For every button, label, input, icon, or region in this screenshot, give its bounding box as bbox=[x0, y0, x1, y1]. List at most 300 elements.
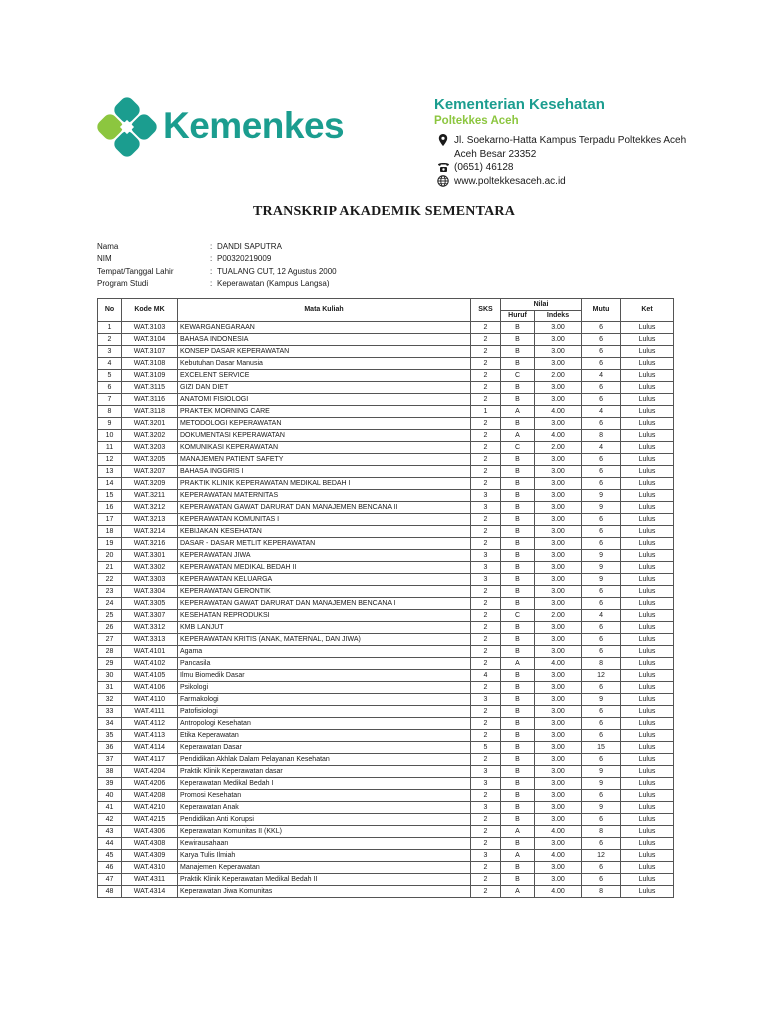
cell-indeks: 3.00 bbox=[535, 634, 582, 646]
cell-mata-kuliah: Manajemen Keperawatan bbox=[178, 862, 471, 874]
table-row bbox=[98, 766, 674, 778]
cell-huruf: B bbox=[501, 766, 535, 778]
cell-kode: WAT.3303 bbox=[122, 574, 178, 586]
cell-mutu: 6 bbox=[582, 514, 621, 526]
website-url: www.poltekkesaceh.ac.id bbox=[454, 175, 566, 187]
cell-no: 30 bbox=[98, 670, 122, 682]
name-label: Nama bbox=[97, 242, 119, 251]
cell-mata-kuliah: Praktik Klinik Keperawatan Medikal Bedah II bbox=[178, 874, 471, 886]
cell-ket: Lulus bbox=[621, 730, 674, 742]
cell-sks: 3 bbox=[471, 694, 501, 706]
cell-mutu: 9 bbox=[582, 550, 621, 562]
cell-kode: WAT.3207 bbox=[122, 466, 178, 478]
cell-huruf: B bbox=[501, 526, 535, 538]
cell-kode: WAT.3213 bbox=[122, 514, 178, 526]
table-row bbox=[98, 826, 674, 838]
cell-indeks: 3.00 bbox=[535, 670, 582, 682]
cell-kode: WAT.3301 bbox=[122, 550, 178, 562]
cell-mata-kuliah: Praktik Klinik Keperawatan dasar bbox=[178, 766, 471, 778]
table-row bbox=[98, 478, 674, 490]
cell-mata-kuliah: KEWARGANEGARAAN bbox=[178, 322, 471, 334]
cell-no: 33 bbox=[98, 706, 122, 718]
cell-kode: WAT.3109 bbox=[122, 370, 178, 382]
cell-mata-kuliah: Kebutuhan Dasar Manusia bbox=[178, 358, 471, 370]
cell-sks: 2 bbox=[471, 706, 501, 718]
cell-no: 34 bbox=[98, 718, 122, 730]
birth-label: Tempat/Tanggal Lahir bbox=[97, 266, 174, 276]
cell-huruf: B bbox=[501, 874, 535, 886]
cell-indeks: 3.00 bbox=[535, 622, 582, 634]
cell-no: 9 bbox=[98, 418, 122, 430]
cell-mutu: 12 bbox=[582, 670, 621, 682]
cell-mutu: 6 bbox=[582, 874, 621, 886]
cell-huruf: B bbox=[501, 598, 535, 610]
cell-sks: 5 bbox=[471, 742, 501, 754]
cell-kode: WAT.4105 bbox=[122, 670, 178, 682]
cell-mata-kuliah: Pancasila bbox=[178, 658, 471, 670]
cell-kode: WAT.3108 bbox=[122, 358, 178, 370]
cell-huruf: A bbox=[501, 826, 535, 838]
cell-indeks: 3.00 bbox=[535, 862, 582, 874]
cell-no: 21 bbox=[98, 562, 122, 574]
address-row bbox=[436, 134, 686, 148]
table-row bbox=[98, 370, 674, 382]
cell-huruf: B bbox=[501, 322, 535, 334]
cell-sks: 1 bbox=[471, 406, 501, 418]
cell-mutu: 4 bbox=[582, 442, 621, 454]
cell-sks: 2 bbox=[471, 598, 501, 610]
table-row bbox=[98, 334, 674, 346]
cell-ket: Lulus bbox=[621, 442, 674, 454]
cell-huruf: B bbox=[501, 862, 535, 874]
cell-indeks: 3.00 bbox=[535, 346, 582, 358]
cell-kode: WAT.3216 bbox=[122, 538, 178, 550]
cell-sks: 2 bbox=[471, 874, 501, 886]
cell-sks: 2 bbox=[471, 862, 501, 874]
document-title: TRANSKRIP AKADEMIK SEMENTARA bbox=[252, 204, 516, 219]
cell-kode: WAT.4306 bbox=[122, 826, 178, 838]
student-program: Keperawatan (Kampus Langsa) bbox=[217, 278, 330, 288]
separator: : bbox=[210, 254, 213, 264]
table-row bbox=[98, 670, 674, 682]
table-row bbox=[98, 778, 674, 790]
cell-sks: 3 bbox=[471, 490, 501, 502]
cell-mutu: 9 bbox=[582, 766, 621, 778]
cell-ket: Lulus bbox=[621, 682, 674, 694]
cell-huruf: A bbox=[501, 406, 535, 418]
cell-kode: WAT.4110 bbox=[122, 694, 178, 706]
table-row bbox=[98, 358, 674, 370]
cell-mata-kuliah: Keperawatan Medikal Bedah I bbox=[178, 778, 471, 790]
cell-ket: Lulus bbox=[621, 790, 674, 802]
separator: : bbox=[210, 242, 213, 251]
cell-mutu: 6 bbox=[582, 418, 621, 430]
cell-huruf: B bbox=[501, 838, 535, 850]
cell-sks: 2 bbox=[471, 586, 501, 598]
cell-mata-kuliah: KESEHATAN REPRODUKSI bbox=[178, 610, 471, 622]
table-row bbox=[98, 634, 674, 646]
cell-sks: 2 bbox=[471, 322, 501, 334]
table-row bbox=[98, 550, 674, 562]
cell-indeks: 4.00 bbox=[535, 850, 582, 862]
cell-indeks: 3.00 bbox=[535, 694, 582, 706]
cell-mutu: 9 bbox=[582, 562, 621, 574]
cell-sks: 2 bbox=[471, 430, 501, 442]
cell-no: 27 bbox=[98, 634, 122, 646]
cell-mutu: 9 bbox=[582, 574, 621, 586]
cell-indeks: 3.00 bbox=[535, 418, 582, 430]
table-row bbox=[98, 886, 674, 898]
cell-ket: Lulus bbox=[621, 466, 674, 478]
cell-indeks: 3.00 bbox=[535, 598, 582, 610]
cell-ket: Lulus bbox=[621, 538, 674, 550]
cell-huruf: B bbox=[501, 742, 535, 754]
cell-sks: 2 bbox=[471, 358, 501, 370]
cell-no: 48 bbox=[98, 886, 122, 898]
cell-indeks: 3.00 bbox=[535, 586, 582, 598]
cell-mata-kuliah: Farmakologi bbox=[178, 694, 471, 706]
cell-ket: Lulus bbox=[621, 550, 674, 562]
cell-huruf: B bbox=[501, 622, 535, 634]
cell-ket: Lulus bbox=[621, 502, 674, 514]
cell-mata-kuliah: BAHASA INGGRIS I bbox=[178, 466, 471, 478]
cell-no: 17 bbox=[98, 514, 122, 526]
cell-indeks: 3.00 bbox=[535, 766, 582, 778]
cell-ket: Lulus bbox=[621, 862, 674, 874]
cell-sks: 2 bbox=[471, 634, 501, 646]
table-row bbox=[98, 322, 674, 334]
cell-mutu: 6 bbox=[582, 322, 621, 334]
info-row-program bbox=[97, 278, 337, 290]
cell-huruf: B bbox=[501, 814, 535, 826]
cell-kode: WAT.3104 bbox=[122, 334, 178, 346]
cell-indeks: 4.00 bbox=[535, 430, 582, 442]
cell-huruf: B bbox=[501, 802, 535, 814]
cell-huruf: C bbox=[501, 610, 535, 622]
cell-mata-kuliah: KEPERAWATAN GAWAT DARURAT DAN MANAJEMEN BENCANA I bbox=[178, 598, 471, 610]
grades-table bbox=[97, 298, 674, 898]
cell-no: 3 bbox=[98, 346, 122, 358]
cell-no: 43 bbox=[98, 826, 122, 838]
cell-kode: WAT.3107 bbox=[122, 346, 178, 358]
cell-huruf: B bbox=[501, 394, 535, 406]
table-row bbox=[98, 598, 674, 610]
cell-mata-kuliah: Keperawatan Anak bbox=[178, 802, 471, 814]
cell-sks: 2 bbox=[471, 514, 501, 526]
cell-indeks: 3.00 bbox=[535, 526, 582, 538]
cell-no: 7 bbox=[98, 394, 122, 406]
cell-ket: Lulus bbox=[621, 418, 674, 430]
cell-mutu: 9 bbox=[582, 778, 621, 790]
cell-no: 40 bbox=[98, 790, 122, 802]
cell-ket: Lulus bbox=[621, 610, 674, 622]
cell-sks: 2 bbox=[471, 622, 501, 634]
cell-no: 2 bbox=[98, 334, 122, 346]
cell-sks: 2 bbox=[471, 826, 501, 838]
cell-mutu: 6 bbox=[582, 598, 621, 610]
cell-kode: WAT.3304 bbox=[122, 586, 178, 598]
table-row bbox=[98, 718, 674, 730]
cell-huruf: B bbox=[501, 670, 535, 682]
cell-mata-kuliah: GIZI DAN DIET bbox=[178, 382, 471, 394]
table-row bbox=[98, 418, 674, 430]
cell-mata-kuliah: KOMUNIKASI KEPERAWATAN bbox=[178, 442, 471, 454]
cell-mata-kuliah: Keperawatan Jiwa Komunitas bbox=[178, 886, 471, 898]
cell-sks: 2 bbox=[471, 682, 501, 694]
cell-mutu: 9 bbox=[582, 802, 621, 814]
table-row bbox=[98, 658, 674, 670]
cell-huruf: B bbox=[501, 574, 535, 586]
cell-no: 13 bbox=[98, 466, 122, 478]
cell-mata-kuliah: KEPERAWATAN MEDIKAL BEDAH II bbox=[178, 562, 471, 574]
cell-ket: Lulus bbox=[621, 658, 674, 670]
cell-sks: 3 bbox=[471, 562, 501, 574]
cell-no: 35 bbox=[98, 730, 122, 742]
cell-indeks: 3.00 bbox=[535, 730, 582, 742]
cell-kode: WAT.4210 bbox=[122, 802, 178, 814]
cell-indeks: 3.00 bbox=[535, 682, 582, 694]
table-row bbox=[98, 754, 674, 766]
cell-ket: Lulus bbox=[621, 586, 674, 598]
cell-sks: 2 bbox=[471, 790, 501, 802]
table-row bbox=[98, 346, 674, 358]
cell-sks: 2 bbox=[471, 730, 501, 742]
cell-kode: WAT.3212 bbox=[122, 502, 178, 514]
institution-title: Kementerian Kesehatan bbox=[434, 96, 605, 113]
cell-mata-kuliah: DOKUMENTASI KEPERAWATAN bbox=[178, 430, 471, 442]
cell-kode: WAT.4101 bbox=[122, 646, 178, 658]
cell-mutu: 6 bbox=[582, 586, 621, 598]
cell-no: 5 bbox=[98, 370, 122, 382]
cell-sks: 3 bbox=[471, 802, 501, 814]
phone-number: (0651) 46128 bbox=[454, 162, 514, 173]
website-row bbox=[436, 175, 686, 189]
cell-kode: WAT.3203 bbox=[122, 442, 178, 454]
cell-mata-kuliah: Patofisiologi bbox=[178, 706, 471, 718]
cell-sks: 2 bbox=[471, 838, 501, 850]
header-nilai: Nilai bbox=[501, 299, 582, 311]
cell-mutu: 6 bbox=[582, 538, 621, 550]
table-row bbox=[98, 526, 674, 538]
cell-indeks: 3.00 bbox=[535, 562, 582, 574]
cell-huruf: B bbox=[501, 754, 535, 766]
cell-indeks: 4.00 bbox=[535, 406, 582, 418]
table-row bbox=[98, 706, 674, 718]
cell-no: 42 bbox=[98, 814, 122, 826]
cell-indeks: 3.00 bbox=[535, 502, 582, 514]
cell-huruf: B bbox=[501, 730, 535, 742]
table-row bbox=[98, 646, 674, 658]
cell-mutu: 6 bbox=[582, 706, 621, 718]
cell-ket: Lulus bbox=[621, 622, 674, 634]
contact-block bbox=[436, 134, 686, 188]
cell-sks: 2 bbox=[471, 658, 501, 670]
cell-mutu: 6 bbox=[582, 466, 621, 478]
cell-sks: 2 bbox=[471, 442, 501, 454]
cell-mata-kuliah: BAHASA INDONESIA bbox=[178, 334, 471, 346]
cell-huruf: B bbox=[501, 538, 535, 550]
cell-mutu: 6 bbox=[582, 478, 621, 490]
cell-sks: 2 bbox=[471, 382, 501, 394]
cell-huruf: C bbox=[501, 442, 535, 454]
cell-no: 20 bbox=[98, 550, 122, 562]
cell-mata-kuliah: KEPERAWATAN KELUARGA bbox=[178, 574, 471, 586]
cell-kode: WAT.4215 bbox=[122, 814, 178, 826]
cell-ket: Lulus bbox=[621, 634, 674, 646]
cell-kode: WAT.3313 bbox=[122, 634, 178, 646]
cell-kode: WAT.4112 bbox=[122, 718, 178, 730]
cell-ket: Lulus bbox=[621, 778, 674, 790]
table-row bbox=[98, 562, 674, 574]
cell-huruf: B bbox=[501, 790, 535, 802]
cell-kode: WAT.3312 bbox=[122, 622, 178, 634]
cell-sks: 2 bbox=[471, 718, 501, 730]
table-row bbox=[98, 850, 674, 862]
cell-indeks: 3.00 bbox=[535, 706, 582, 718]
cell-mata-kuliah: Keperawatan Komunitas II (KKL) bbox=[178, 826, 471, 838]
cell-mutu: 9 bbox=[582, 694, 621, 706]
cell-mata-kuliah: KMB LANJUT bbox=[178, 622, 471, 634]
cell-no: 44 bbox=[98, 838, 122, 850]
cell-mata-kuliah: Etika Keperawatan bbox=[178, 730, 471, 742]
cell-no: 47 bbox=[98, 874, 122, 886]
table-row bbox=[98, 586, 674, 598]
cell-huruf: B bbox=[501, 586, 535, 598]
cell-kode: WAT.4114 bbox=[122, 742, 178, 754]
cell-huruf: B bbox=[501, 454, 535, 466]
cell-no: 41 bbox=[98, 802, 122, 814]
cell-ket: Lulus bbox=[621, 490, 674, 502]
cell-indeks: 3.00 bbox=[535, 514, 582, 526]
cell-mata-kuliah: Psikologi bbox=[178, 682, 471, 694]
cell-ket: Lulus bbox=[621, 694, 674, 706]
cell-kode: WAT.3202 bbox=[122, 430, 178, 442]
cell-sks: 2 bbox=[471, 334, 501, 346]
cell-mata-kuliah: Ilmu Biomedik Dasar bbox=[178, 670, 471, 682]
cell-mata-kuliah: PRAKTIK KLINIK KEPERAWATAN MEDIKAL BEDAH I bbox=[178, 478, 471, 490]
cell-indeks: 3.00 bbox=[535, 718, 582, 730]
info-row-birth bbox=[97, 266, 337, 278]
cell-sks: 3 bbox=[471, 574, 501, 586]
cell-mutu: 6 bbox=[582, 682, 621, 694]
cell-ket: Lulus bbox=[621, 406, 674, 418]
cell-ket: Lulus bbox=[621, 814, 674, 826]
phone-icon bbox=[436, 161, 450, 173]
cell-indeks: 3.00 bbox=[535, 454, 582, 466]
cell-sks: 3 bbox=[471, 502, 501, 514]
table-row bbox=[98, 682, 674, 694]
cell-indeks: 3.00 bbox=[535, 790, 582, 802]
cell-ket: Lulus bbox=[621, 886, 674, 898]
cell-ket: Lulus bbox=[621, 526, 674, 538]
cell-mutu: 8 bbox=[582, 826, 621, 838]
header-kode: Kode MK bbox=[122, 299, 178, 322]
cell-huruf: B bbox=[501, 694, 535, 706]
cell-mata-kuliah: KEPERAWATAN MATERNITAS bbox=[178, 490, 471, 502]
table-row bbox=[98, 502, 674, 514]
cell-kode: WAT.3205 bbox=[122, 454, 178, 466]
cell-mata-kuliah: Pendidikan Akhlak Dalam Pelayanan Kesehatan bbox=[178, 754, 471, 766]
cell-huruf: B bbox=[501, 514, 535, 526]
cell-mutu: 6 bbox=[582, 730, 621, 742]
cell-sks: 2 bbox=[471, 526, 501, 538]
cell-kode: WAT.3209 bbox=[122, 478, 178, 490]
cell-huruf: B bbox=[501, 634, 535, 646]
table-row bbox=[98, 538, 674, 550]
cell-kode: WAT.4309 bbox=[122, 850, 178, 862]
cell-mutu: 6 bbox=[582, 646, 621, 658]
cell-indeks: 3.00 bbox=[535, 802, 582, 814]
cell-no: 31 bbox=[98, 682, 122, 694]
header-mata-kuliah: Mata Kuliah bbox=[178, 299, 471, 322]
cell-kode: WAT.3211 bbox=[122, 490, 178, 502]
cell-mutu: 6 bbox=[582, 394, 621, 406]
cell-indeks: 3.00 bbox=[535, 574, 582, 586]
separator: : bbox=[210, 266, 213, 276]
cell-no: 22 bbox=[98, 574, 122, 586]
cell-huruf: A bbox=[501, 430, 535, 442]
cell-ket: Lulus bbox=[621, 826, 674, 838]
cell-indeks: 2.00 bbox=[535, 610, 582, 622]
cell-huruf: B bbox=[501, 382, 535, 394]
cell-kode: WAT.4106 bbox=[122, 682, 178, 694]
header-indeks: Indeks bbox=[535, 311, 582, 322]
cell-ket: Lulus bbox=[621, 334, 674, 346]
cell-mata-kuliah: METODOLOGI KEPERAWATAN bbox=[178, 418, 471, 430]
cell-kode: WAT.3115 bbox=[122, 382, 178, 394]
cell-no: 37 bbox=[98, 754, 122, 766]
cell-mutu: 6 bbox=[582, 718, 621, 730]
cell-indeks: 4.00 bbox=[535, 886, 582, 898]
cell-mutu: 6 bbox=[582, 454, 621, 466]
student-info bbox=[97, 241, 337, 290]
cell-huruf: B bbox=[501, 334, 535, 346]
separator: : bbox=[210, 278, 213, 288]
cell-indeks: 3.00 bbox=[535, 538, 582, 550]
table-row bbox=[98, 790, 674, 802]
cell-ket: Lulus bbox=[621, 706, 674, 718]
table-row bbox=[98, 442, 674, 454]
cell-no: 14 bbox=[98, 478, 122, 490]
table-row bbox=[98, 574, 674, 586]
cell-mata-kuliah: Karya Tulis Ilmiah bbox=[178, 850, 471, 862]
table-row bbox=[98, 466, 674, 478]
cell-huruf: B bbox=[501, 550, 535, 562]
cell-mutu: 6 bbox=[582, 526, 621, 538]
globe-icon bbox=[436, 175, 450, 187]
header-no: No bbox=[98, 299, 122, 322]
cell-indeks: 3.00 bbox=[535, 742, 582, 754]
cell-huruf: B bbox=[501, 562, 535, 574]
cell-huruf: B bbox=[501, 502, 535, 514]
table-row bbox=[98, 694, 674, 706]
cell-ket: Lulus bbox=[621, 346, 674, 358]
cell-huruf: B bbox=[501, 478, 535, 490]
cell-kode: WAT.4111 bbox=[122, 706, 178, 718]
kemenkes-logo-icon bbox=[97, 97, 157, 157]
cell-mata-kuliah: Agama bbox=[178, 646, 471, 658]
cell-ket: Lulus bbox=[621, 394, 674, 406]
institution-block bbox=[434, 96, 605, 129]
cell-huruf: B bbox=[501, 466, 535, 478]
cell-ket: Lulus bbox=[621, 430, 674, 442]
cell-mata-kuliah: KEPERAWATAN KOMUNITAS I bbox=[178, 514, 471, 526]
info-row-nim bbox=[97, 253, 337, 265]
cell-mata-kuliah: KONSEP DASAR KEPERAWATAN bbox=[178, 346, 471, 358]
cell-no: 36 bbox=[98, 742, 122, 754]
table-row bbox=[98, 382, 674, 394]
cell-ket: Lulus bbox=[621, 562, 674, 574]
